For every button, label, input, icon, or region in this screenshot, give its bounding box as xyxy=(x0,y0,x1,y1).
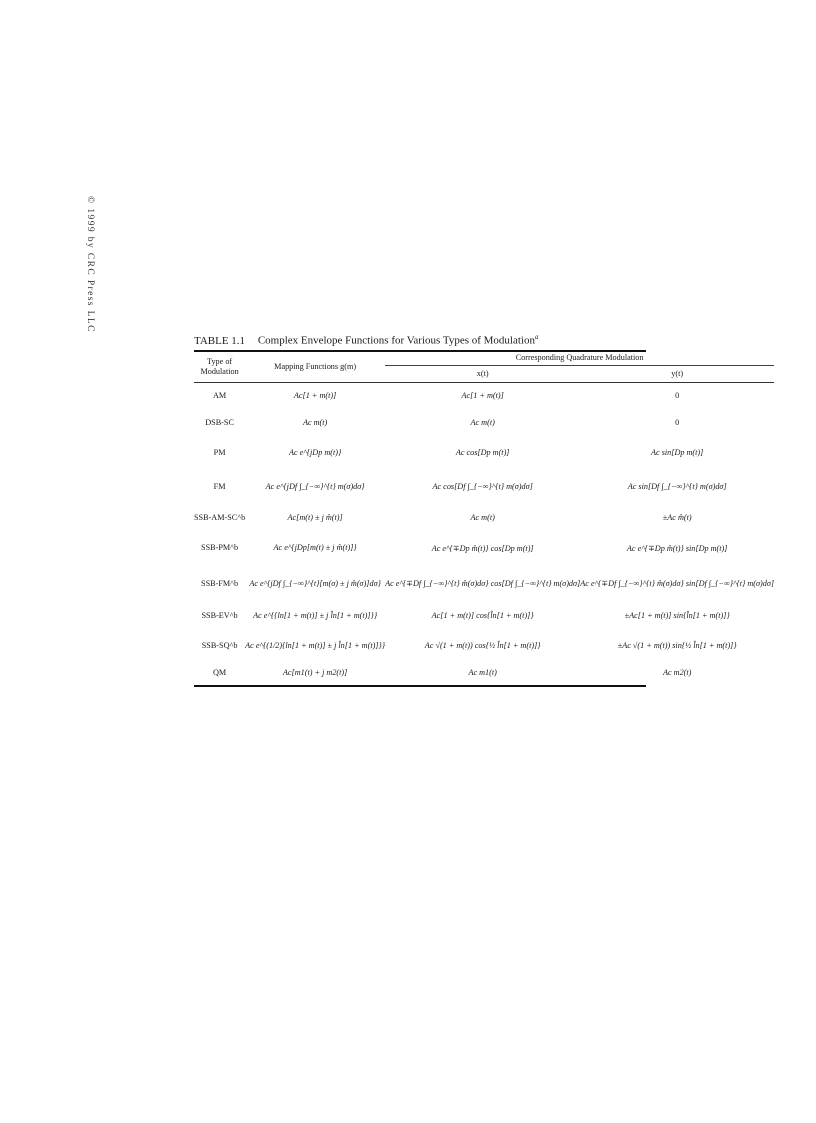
cell-type: SSB-SQ^b xyxy=(201,640,238,650)
cell-y: ±Ac[1 + m(t)] sin{l̂n[1 + m(t)]} xyxy=(624,610,730,620)
cell-x: Ac √(1 + m(t)) cos{½ l̂n[1 + m(t)]} xyxy=(424,640,541,650)
cell-type: DSB-SC xyxy=(205,418,234,428)
header-x: x(t) xyxy=(476,368,489,378)
table-row xyxy=(194,505,774,530)
cell-x: Ac m(t) xyxy=(470,418,495,428)
cell-type: FM xyxy=(213,481,226,491)
cell-y: Ac sin[Dp m(t)] xyxy=(651,447,704,457)
cell-x: Ac cos[Df ∫_{−∞}^{t} m(σ)dσ] xyxy=(432,481,533,491)
table-caption xyxy=(194,333,646,347)
cell-x: Ac m1(t) xyxy=(468,668,497,678)
cell-mapping: Ac e^{{ln[1 + m(t)] ± j l̂n[1 + m(t)]}} xyxy=(253,610,378,620)
cell-mapping: Ac e^{jDp m(t)} xyxy=(288,447,342,457)
header-mapping: Mapping Functions g(m) xyxy=(274,361,357,371)
table-title: Complex Envelope Functions for Various Types of Modulation xyxy=(257,334,535,347)
cell-x: Ac cos[Dp m(t)] xyxy=(455,447,510,457)
header-type: Type of Modulation xyxy=(200,356,239,376)
cell-y: ±Ac m̂(t) xyxy=(662,512,692,522)
table-row xyxy=(194,383,774,409)
cell-mapping: Ac e^{jDf ∫_{−∞}^{t}[m(σ) ± j m̂(σ)]dσ} xyxy=(249,578,381,588)
cell-y: 0 xyxy=(675,391,680,401)
cell-type: AM xyxy=(212,391,227,401)
table-row xyxy=(194,601,774,630)
copyright-notice: © 1999 by CRC Press LLC xyxy=(85,196,95,333)
cell-type: SSB-EV^b xyxy=(201,610,238,620)
table-title-note: a xyxy=(534,333,539,341)
table-row xyxy=(194,566,774,601)
cell-x: Ac[1 + m(t)] xyxy=(461,391,504,401)
cell-type: SSB-PM^b xyxy=(201,543,239,553)
cell-x: Ac[1 + m(t)] cos{l̂n[1 + m(t)]} xyxy=(431,610,534,620)
cell-y: Ac e^{∓Df ∫_{−∞}^{t} m̂(σ)dσ} sin[Df ∫_{−∞}^{t} m(σ)dσ] xyxy=(580,579,775,589)
cell-mapping: Ac m(t) xyxy=(302,418,328,428)
cell-y: ±Ac √(1 + m(t)) sin{½ l̂n[1 + m(t)]} xyxy=(617,640,737,650)
cell-y: Ac m2(t) xyxy=(662,668,692,678)
cell-y: Ac e^{∓Dp m̂(t)} sin[Dp m(t)] xyxy=(626,543,728,553)
table-row xyxy=(194,630,774,661)
table-row xyxy=(194,661,774,685)
cell-mapping: Ac[m(t) ± j m̂(t)] xyxy=(287,512,343,522)
table-row xyxy=(194,409,774,437)
cell-y: Ac sin[Df ∫_{−∞}^{t} m(σ)dσ] xyxy=(627,481,727,491)
cell-type: SSB-FM^b xyxy=(201,578,239,588)
cell-mapping: Ac[1 + m(t)] xyxy=(293,391,337,401)
cell-type: SSB-AM-SC^b xyxy=(194,512,246,522)
table-number: TABLE 1.1 xyxy=(194,334,246,347)
cell-x: Ac e^{∓Df ∫_{−∞}^{t} m̂(σ)dσ} cos[Df ∫_{−∞}^{t} m(σ)dσ] xyxy=(385,579,581,589)
cell-y: 0 xyxy=(675,418,680,428)
header-y: y(t) xyxy=(671,368,684,378)
cell-mapping: Ac[m1(t) + j m2(t)] xyxy=(282,668,348,678)
cell-type: QM xyxy=(212,668,227,678)
modulation-table xyxy=(194,333,775,687)
cell-mapping: Ac e^{jDf ∫_{−∞}^{t} m(σ)dσ} xyxy=(265,481,365,491)
table-row xyxy=(194,437,774,468)
table-row xyxy=(194,530,774,566)
cell-x: Ac e^{∓Dp m̂(t)} cos[Dp m(t)] xyxy=(431,543,534,553)
table-body xyxy=(194,352,774,685)
cell-x: Ac m(t) xyxy=(470,512,495,522)
cell-mapping: Ac e^{(1/2){ln[1 + m(t)] ± j l̂n[1 + m(t)]}} xyxy=(245,640,386,650)
bottom-rule xyxy=(194,685,646,687)
header-quadrature-span: Corresponding Quadrature Modulation xyxy=(385,352,774,366)
table-row xyxy=(194,468,774,505)
cell-type: PM xyxy=(213,447,226,457)
cell-mapping: Ac e^{jDp[m(t) ± j m̂(t)]} xyxy=(273,543,357,553)
